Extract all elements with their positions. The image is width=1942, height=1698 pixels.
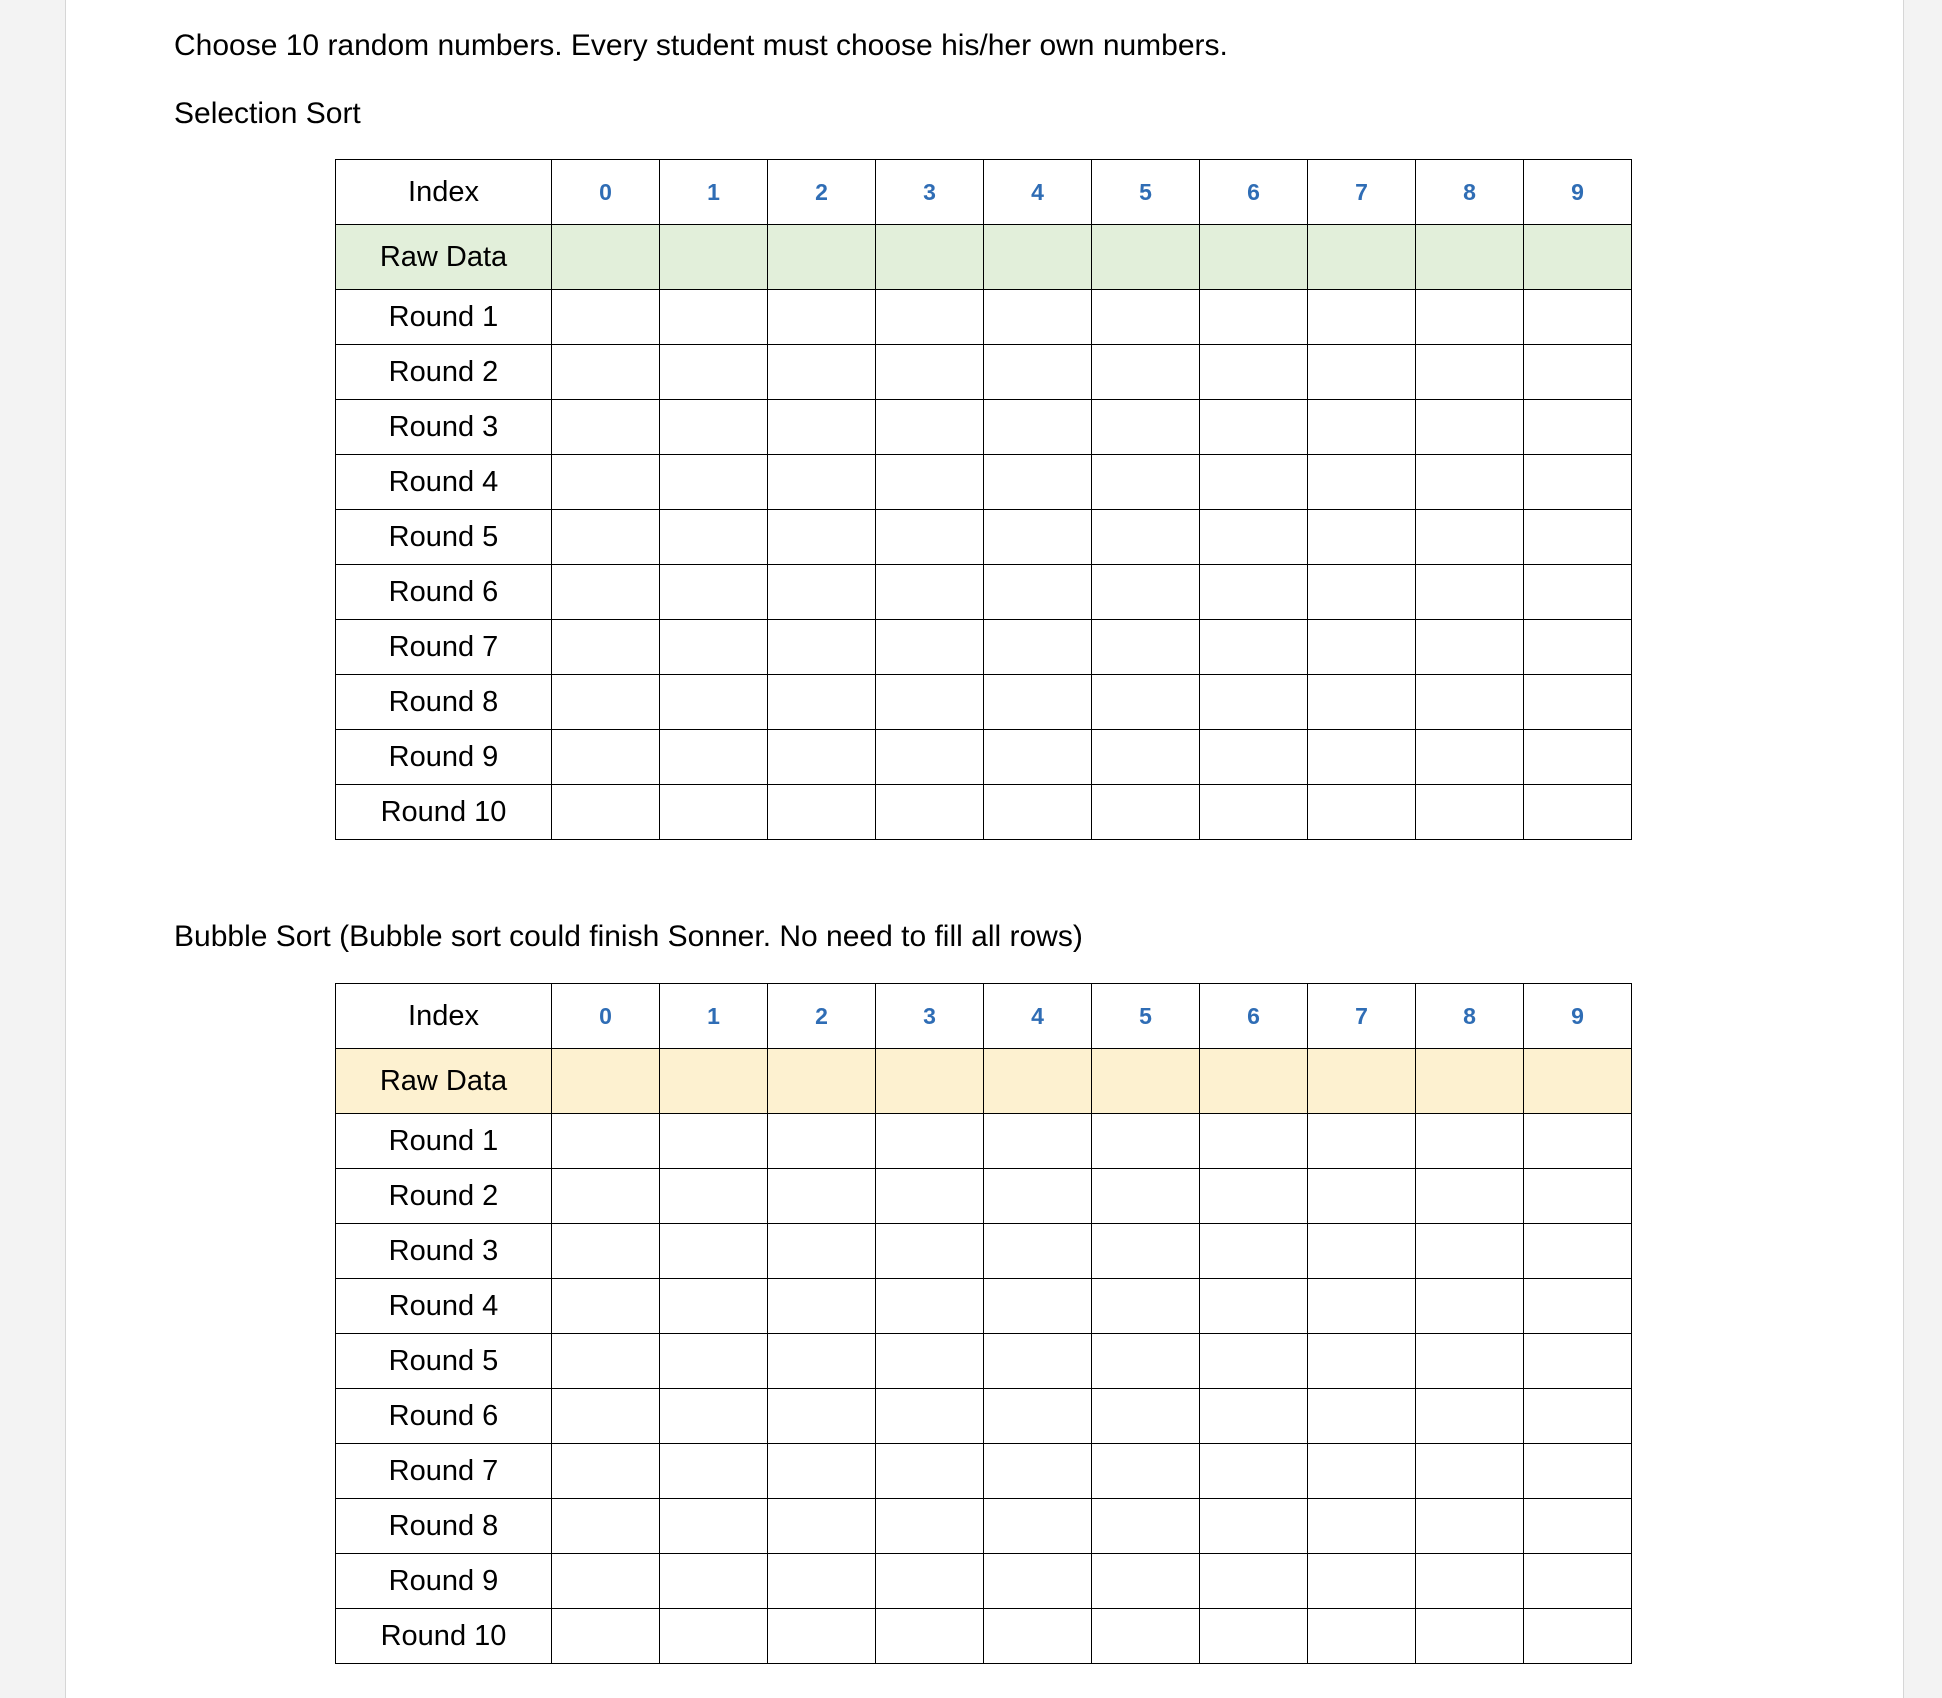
round-cell[interactable]: [768, 785, 876, 840]
round-cell[interactable]: [1524, 565, 1632, 620]
raw-data-cell[interactable]: [1092, 1049, 1200, 1114]
round-cell[interactable]: [768, 675, 876, 730]
round-cell[interactable]: [1308, 1444, 1416, 1499]
round-cell[interactable]: [1092, 1389, 1200, 1444]
round-cell[interactable]: [876, 345, 984, 400]
round-cell[interactable]: [552, 1389, 660, 1444]
round-cell[interactable]: [876, 1224, 984, 1279]
round-cell[interactable]: [1308, 1554, 1416, 1609]
round-cell[interactable]: [1524, 1499, 1632, 1554]
round-cell[interactable]: [660, 1609, 768, 1664]
round-cell[interactable]: [876, 290, 984, 345]
round-cell[interactable]: [876, 400, 984, 455]
round-cell[interactable]: [1524, 290, 1632, 345]
round-row: [336, 345, 1632, 400]
index-header-row: [336, 160, 1632, 225]
round-cell[interactable]: [1308, 1114, 1416, 1169]
round-cell[interactable]: [1524, 675, 1632, 730]
round-cell[interactable]: [1416, 400, 1524, 455]
round-cell[interactable]: [1416, 565, 1524, 620]
round-cell[interactable]: [1416, 290, 1524, 345]
raw-data-cell[interactable]: [876, 225, 984, 290]
round-cell[interactable]: [1092, 345, 1200, 400]
round-cell[interactable]: [1200, 1169, 1308, 1224]
round-label: Round 6: [336, 1389, 552, 1444]
round-cell[interactable]: [984, 1279, 1092, 1334]
round-label: Round 1: [336, 290, 552, 345]
round-cell[interactable]: [768, 730, 876, 785]
round-cell[interactable]: [876, 565, 984, 620]
index-header-cell: 2: [768, 160, 876, 225]
index-header-row: [336, 984, 1632, 1049]
round-cell[interactable]: [552, 400, 660, 455]
round-cell[interactable]: [984, 1554, 1092, 1609]
round-cell[interactable]: [1524, 1554, 1632, 1609]
round-cell[interactable]: [1524, 1114, 1632, 1169]
round-cell[interactable]: [660, 1279, 768, 1334]
round-cell[interactable]: [876, 1279, 984, 1334]
round-cell[interactable]: [768, 1279, 876, 1334]
round-row: [336, 785, 1632, 840]
round-cell[interactable]: [1092, 510, 1200, 565]
index-header-cell: 2: [768, 984, 876, 1049]
round-label: Round 7: [336, 620, 552, 675]
raw-data-cell[interactable]: [1416, 225, 1524, 290]
round-label: Round 10: [336, 1609, 552, 1664]
round-cell[interactable]: [984, 400, 1092, 455]
raw-data-cell[interactable]: [1200, 1049, 1308, 1114]
round-cell[interactable]: [1416, 1334, 1524, 1389]
round-row: [336, 1444, 1632, 1499]
round-label: Round 9: [336, 730, 552, 785]
round-cell[interactable]: [768, 1389, 876, 1444]
round-cell[interactable]: [1416, 1114, 1524, 1169]
round-cell[interactable]: [768, 1499, 876, 1554]
round-cell[interactable]: [552, 620, 660, 675]
raw-data-cell[interactable]: [1416, 1049, 1524, 1114]
round-cell[interactable]: [1200, 1279, 1308, 1334]
round-cell[interactable]: [876, 1114, 984, 1169]
round-cell[interactable]: [1200, 620, 1308, 675]
instructions-text: Choose 10 random numbers. Every student must choose his/her own numbers.: [174, 29, 1228, 62]
round-cell[interactable]: [1200, 1114, 1308, 1169]
round-row: [336, 455, 1632, 510]
round-cell[interactable]: [1200, 565, 1308, 620]
round-cell[interactable]: [768, 400, 876, 455]
round-cell[interactable]: [1524, 510, 1632, 565]
raw-data-row: [336, 1049, 1632, 1114]
round-cell[interactable]: [768, 1444, 876, 1499]
index-header-cell: 5: [1092, 160, 1200, 225]
round-cell[interactable]: [1200, 1609, 1308, 1664]
round-label: Round 7: [336, 1444, 552, 1499]
round-cell[interactable]: [876, 1554, 984, 1609]
round-cell[interactable]: [1524, 345, 1632, 400]
raw-data-cell[interactable]: [984, 225, 1092, 290]
round-cell[interactable]: [876, 1334, 984, 1389]
round-cell[interactable]: [984, 1224, 1092, 1279]
round-cell[interactable]: [1092, 565, 1200, 620]
round-cell[interactable]: [1200, 510, 1308, 565]
round-cell[interactable]: [1092, 1224, 1200, 1279]
round-cell[interactable]: [876, 510, 984, 565]
index-header-cell: 1: [660, 984, 768, 1049]
round-cell[interactable]: [1308, 785, 1416, 840]
round-cell[interactable]: [768, 510, 876, 565]
round-cell[interactable]: [660, 1389, 768, 1444]
round-cell[interactable]: [660, 675, 768, 730]
round-cell[interactable]: [1092, 1499, 1200, 1554]
round-cell[interactable]: [984, 345, 1092, 400]
round-cell[interactable]: [984, 565, 1092, 620]
round-row: [336, 730, 1632, 785]
raw-data-cell[interactable]: [1524, 1049, 1632, 1114]
round-cell[interactable]: [1092, 1114, 1200, 1169]
round-row: [336, 675, 1632, 730]
round-cell[interactable]: [1200, 400, 1308, 455]
round-cell[interactable]: [876, 620, 984, 675]
round-cell[interactable]: [984, 455, 1092, 510]
round-cell[interactable]: [1200, 785, 1308, 840]
raw-data-cell[interactable]: [552, 225, 660, 290]
raw-data-cell[interactable]: [552, 1049, 660, 1114]
round-cell[interactable]: [984, 1169, 1092, 1224]
round-cell[interactable]: [1524, 1334, 1632, 1389]
round-cell[interactable]: [984, 785, 1092, 840]
round-cell[interactable]: [660, 1499, 768, 1554]
round-cell[interactable]: [1200, 1224, 1308, 1279]
round-cell[interactable]: [1308, 620, 1416, 675]
round-cell[interactable]: [1200, 675, 1308, 730]
round-row: [336, 1334, 1632, 1389]
round-cell[interactable]: [768, 1114, 876, 1169]
index-header-cell: 7: [1308, 984, 1416, 1049]
round-cell[interactable]: [1416, 1499, 1524, 1554]
round-cell[interactable]: [984, 1444, 1092, 1499]
index-header-cell: 0: [552, 984, 660, 1049]
round-cell[interactable]: [660, 1169, 768, 1224]
round-cell[interactable]: [1524, 1444, 1632, 1499]
round-cell[interactable]: [1092, 620, 1200, 675]
round-cell[interactable]: [660, 455, 768, 510]
round-cell[interactable]: [876, 785, 984, 840]
round-cell[interactable]: [1308, 675, 1416, 730]
round-cell[interactable]: [768, 1554, 876, 1609]
round-cell[interactable]: [552, 1609, 660, 1664]
index-header-cell: 7: [1308, 160, 1416, 225]
round-cell[interactable]: [876, 455, 984, 510]
round-cell[interactable]: [768, 1609, 876, 1664]
round-cell[interactable]: [984, 290, 1092, 345]
round-cell[interactable]: [876, 730, 984, 785]
round-cell[interactable]: [1524, 455, 1632, 510]
round-cell[interactable]: [1524, 1389, 1632, 1444]
round-label: Round 3: [336, 1224, 552, 1279]
round-cell[interactable]: [1200, 730, 1308, 785]
round-cell[interactable]: [1200, 1554, 1308, 1609]
round-label: Round 4: [336, 455, 552, 510]
raw-data-cell[interactable]: [660, 1049, 768, 1114]
round-cell[interactable]: [1524, 1609, 1632, 1664]
round-row: [336, 290, 1632, 345]
round-cell[interactable]: [1200, 1334, 1308, 1389]
raw-data-cell[interactable]: [1092, 225, 1200, 290]
round-cell[interactable]: [1416, 620, 1524, 675]
raw-data-cell[interactable]: [984, 1049, 1092, 1114]
round-row: [336, 1114, 1632, 1169]
index-header-cell: 0: [552, 160, 660, 225]
round-cell[interactable]: [552, 345, 660, 400]
round-cell[interactable]: [984, 510, 1092, 565]
round-cell[interactable]: [768, 1169, 876, 1224]
selection-sort-table: [335, 159, 1632, 840]
round-cell[interactable]: [1524, 730, 1632, 785]
round-cell[interactable]: [1092, 785, 1200, 840]
round-cell[interactable]: [552, 1169, 660, 1224]
raw-data-label: Raw Data: [336, 225, 552, 290]
round-cell[interactable]: [1416, 1389, 1524, 1444]
round-cell[interactable]: [1308, 1389, 1416, 1444]
round-cell[interactable]: [1416, 1169, 1524, 1224]
round-cell[interactable]: [1524, 785, 1632, 840]
round-label: Round 4: [336, 1279, 552, 1334]
round-cell[interactable]: [1308, 1334, 1416, 1389]
raw-data-row: [336, 225, 1632, 290]
round-cell[interactable]: [768, 565, 876, 620]
round-cell[interactable]: [1092, 1334, 1200, 1389]
round-cell[interactable]: [552, 510, 660, 565]
round-cell[interactable]: [768, 455, 876, 510]
round-label: Round 6: [336, 565, 552, 620]
raw-data-cell[interactable]: [768, 1049, 876, 1114]
round-cell[interactable]: [552, 565, 660, 620]
round-cell[interactable]: [1416, 1279, 1524, 1334]
round-row: [336, 510, 1632, 565]
round-cell[interactable]: [984, 675, 1092, 730]
round-cell[interactable]: [1308, 1499, 1416, 1554]
round-cell[interactable]: [660, 785, 768, 840]
index-header-cell: 8: [1416, 160, 1524, 225]
round-cell[interactable]: [660, 510, 768, 565]
round-cell[interactable]: [1524, 1224, 1632, 1279]
raw-data-cell[interactable]: [1524, 225, 1632, 290]
round-label: Round 8: [336, 675, 552, 730]
round-cell[interactable]: [768, 1334, 876, 1389]
round-label: Round 3: [336, 400, 552, 455]
round-cell[interactable]: [1092, 1609, 1200, 1664]
round-label: Round 10: [336, 785, 552, 840]
round-cell[interactable]: [984, 1389, 1092, 1444]
raw-data-label: Raw Data: [336, 1049, 552, 1114]
round-cell[interactable]: [876, 1444, 984, 1499]
round-cell[interactable]: [1308, 1224, 1416, 1279]
raw-data-cell[interactable]: [876, 1049, 984, 1114]
index-label: Index: [336, 984, 552, 1049]
round-cell[interactable]: [1308, 510, 1416, 565]
round-row: [336, 1499, 1632, 1554]
round-label: Round 9: [336, 1554, 552, 1609]
round-cell[interactable]: [1092, 1444, 1200, 1499]
round-cell[interactable]: [1308, 730, 1416, 785]
round-cell[interactable]: [1092, 1279, 1200, 1334]
round-cell[interactable]: [876, 1169, 984, 1224]
round-cell[interactable]: [1200, 290, 1308, 345]
round-cell[interactable]: [660, 1224, 768, 1279]
round-row: [336, 565, 1632, 620]
round-row: [336, 1609, 1632, 1664]
round-cell[interactable]: [984, 1334, 1092, 1389]
round-cell[interactable]: [1092, 675, 1200, 730]
round-cell[interactable]: [1200, 1499, 1308, 1554]
round-cell[interactable]: [552, 290, 660, 345]
round-label: Round 1: [336, 1114, 552, 1169]
raw-data-cell[interactable]: [1308, 225, 1416, 290]
round-cell[interactable]: [552, 455, 660, 510]
round-cell[interactable]: [660, 730, 768, 785]
round-cell[interactable]: [984, 730, 1092, 785]
round-cell[interactable]: [1092, 400, 1200, 455]
round-label: Round 2: [336, 345, 552, 400]
round-cell[interactable]: [768, 345, 876, 400]
round-label: Round 2: [336, 1169, 552, 1224]
round-cell[interactable]: [552, 1334, 660, 1389]
round-cell[interactable]: [1416, 1224, 1524, 1279]
round-cell[interactable]: [1416, 455, 1524, 510]
round-cell[interactable]: [768, 620, 876, 675]
round-row: [336, 1389, 1632, 1444]
round-cell[interactable]: [984, 1609, 1092, 1664]
index-header-cell: 3: [876, 160, 984, 225]
index-label: Index: [336, 160, 552, 225]
round-label: Round 8: [336, 1499, 552, 1554]
round-cell[interactable]: [1308, 455, 1416, 510]
round-cell[interactable]: [552, 1224, 660, 1279]
bubble-sort-table: [335, 983, 1632, 1664]
selection-sort-heading: Selection Sort: [174, 97, 361, 130]
index-header-cell: 4: [984, 984, 1092, 1049]
raw-data-cell[interactable]: [1308, 1049, 1416, 1114]
round-cell[interactable]: [1308, 565, 1416, 620]
round-cell[interactable]: [660, 290, 768, 345]
raw-data-cell[interactable]: [768, 225, 876, 290]
round-label: Round 5: [336, 1334, 552, 1389]
round-cell[interactable]: [1308, 345, 1416, 400]
raw-data-cell[interactable]: [1200, 225, 1308, 290]
index-header-cell: 6: [1200, 160, 1308, 225]
round-cell[interactable]: [1092, 730, 1200, 785]
round-cell[interactable]: [552, 675, 660, 730]
round-row: [336, 1279, 1632, 1334]
round-cell[interactable]: [552, 1114, 660, 1169]
round-cell[interactable]: [876, 1389, 984, 1444]
round-cell[interactable]: [768, 1224, 876, 1279]
index-header-cell: 8: [1416, 984, 1524, 1049]
round-cell[interactable]: [1092, 1554, 1200, 1609]
round-row: [336, 400, 1632, 455]
round-cell[interactable]: [660, 345, 768, 400]
index-header-cell: 1: [660, 160, 768, 225]
round-cell[interactable]: [984, 620, 1092, 675]
round-cell[interactable]: [660, 1554, 768, 1609]
round-cell[interactable]: [1416, 730, 1524, 785]
round-cell[interactable]: [660, 565, 768, 620]
round-cell[interactable]: [768, 290, 876, 345]
round-cell[interactable]: [660, 400, 768, 455]
round-cell[interactable]: [552, 785, 660, 840]
round-cell[interactable]: [876, 1609, 984, 1664]
round-cell[interactable]: [1200, 345, 1308, 400]
round-cell[interactable]: [660, 1444, 768, 1499]
index-header-cell: 4: [984, 160, 1092, 225]
round-cell[interactable]: [1524, 1169, 1632, 1224]
round-row: [336, 1169, 1632, 1224]
index-header-cell: 3: [876, 984, 984, 1049]
round-cell[interactable]: [1200, 1389, 1308, 1444]
round-label: Round 5: [336, 510, 552, 565]
round-cell[interactable]: [1200, 1444, 1308, 1499]
index-header-cell: 9: [1524, 160, 1632, 225]
round-cell[interactable]: [552, 730, 660, 785]
round-cell[interactable]: [552, 1499, 660, 1554]
round-cell[interactable]: [552, 1444, 660, 1499]
round-cell[interactable]: [1308, 1169, 1416, 1224]
round-cell[interactable]: [1308, 400, 1416, 455]
round-cell[interactable]: [660, 620, 768, 675]
round-cell[interactable]: [1308, 1609, 1416, 1664]
raw-data-cell[interactable]: [660, 225, 768, 290]
round-cell[interactable]: [1308, 290, 1416, 345]
round-cell[interactable]: [660, 1334, 768, 1389]
index-header-cell: 9: [1524, 984, 1632, 1049]
round-cell[interactable]: [1416, 1609, 1524, 1664]
round-cell[interactable]: [1416, 345, 1524, 400]
bubble-sort-heading: Bubble Sort (Bubble sort could finish Sonner. No need to fill all rows): [174, 920, 1083, 953]
index-header-cell: 5: [1092, 984, 1200, 1049]
round-row: [336, 620, 1632, 675]
round-cell[interactable]: [1524, 400, 1632, 455]
round-cell[interactable]: [1416, 510, 1524, 565]
round-cell[interactable]: [1092, 290, 1200, 345]
round-cell[interactable]: [1200, 455, 1308, 510]
round-cell[interactable]: [1092, 1169, 1200, 1224]
round-cell[interactable]: [1416, 785, 1524, 840]
round-cell[interactable]: [1416, 675, 1524, 730]
round-cell[interactable]: [1524, 1279, 1632, 1334]
round-cell[interactable]: [1092, 455, 1200, 510]
round-row: [336, 1224, 1632, 1279]
round-cell[interactable]: [552, 1554, 660, 1609]
round-cell[interactable]: [876, 675, 984, 730]
index-header-cell: 6: [1200, 984, 1308, 1049]
round-cell[interactable]: [1416, 1444, 1524, 1499]
round-cell[interactable]: [1416, 1554, 1524, 1609]
round-cell[interactable]: [1524, 620, 1632, 675]
round-cell[interactable]: [984, 1114, 1092, 1169]
round-cell[interactable]: [1308, 1279, 1416, 1334]
round-cell[interactable]: [876, 1499, 984, 1554]
round-row: [336, 1554, 1632, 1609]
round-cell[interactable]: [552, 1279, 660, 1334]
round-cell[interactable]: [660, 1114, 768, 1169]
round-cell[interactable]: [984, 1499, 1092, 1554]
